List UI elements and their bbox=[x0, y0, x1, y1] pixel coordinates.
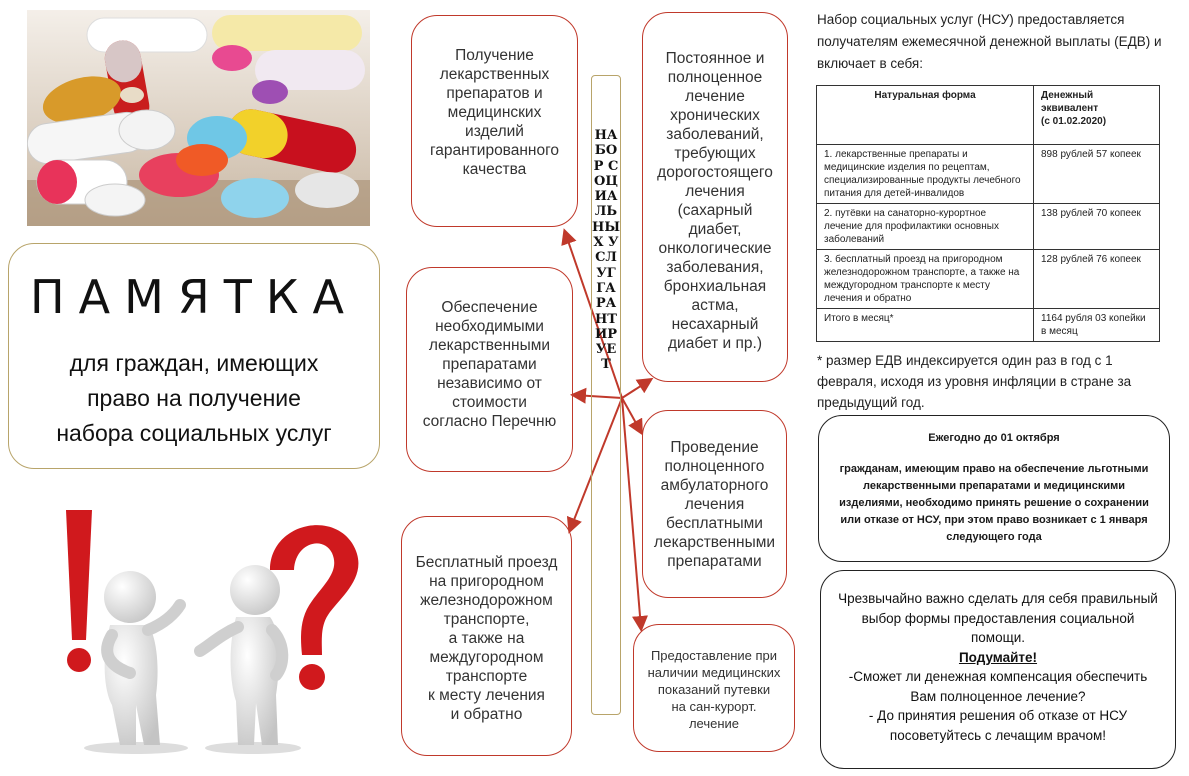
table-cell-value: 138 рублей 70 копеек bbox=[1034, 204, 1160, 250]
header-line: (с 01.02.2020) bbox=[1041, 116, 1107, 127]
box-line: диабет и пр.) bbox=[668, 335, 762, 352]
box-line: наличии медицинских bbox=[647, 665, 781, 680]
box-line: дорогостоящего bbox=[657, 164, 773, 181]
box-line: на пригородном bbox=[429, 573, 544, 590]
box-line: амбулаторного bbox=[660, 477, 769, 494]
box-line: лекарственными bbox=[653, 534, 776, 551]
benefit-box-medicines-supply bbox=[406, 267, 573, 472]
box-line: независимо от bbox=[437, 375, 542, 392]
box-line: изделий bbox=[465, 123, 524, 140]
advice-question: -Сможет ли денежная компенсация обеспечить Вам полноценное лечение? bbox=[848, 669, 1148, 704]
box-line: онкологические bbox=[658, 240, 772, 257]
box-line: Бесплатный проезд bbox=[415, 554, 558, 571]
box-line: лекарственных bbox=[439, 66, 550, 83]
box-line: гарантированного bbox=[429, 142, 560, 159]
benefit-box-chronic-treatment bbox=[642, 12, 788, 382]
table-cell-value: 128 рублей 76 копеек bbox=[1034, 250, 1160, 309]
box-line: к месту лечения bbox=[428, 687, 545, 704]
table-row bbox=[817, 250, 1160, 309]
box-line: согласно Перечню bbox=[422, 413, 557, 430]
table-header-form: Натуральная форма bbox=[817, 86, 1034, 145]
advice-question: - До принятия решения об отказе от НСУ посоветуйтесь с лечащим врачом! bbox=[868, 708, 1128, 743]
box-line: на сан-курорт. bbox=[671, 699, 757, 714]
deadline-heading: Ежегодно до 01 октября bbox=[928, 432, 1060, 444]
benefit-box-sanatorium bbox=[633, 624, 795, 752]
header-line: Денежный bbox=[1041, 90, 1094, 101]
subtitle-line: для граждан, имеющих bbox=[69, 350, 319, 376]
table-row bbox=[817, 309, 1160, 342]
box-line: требующих bbox=[674, 145, 756, 162]
intro-text: Набор социальных услуг (НСУ) предоставляется получателям ежемесячной денежной выплаты (ЕДВ) и включает в себя: bbox=[817, 12, 1162, 71]
benefit-box-free-travel bbox=[401, 516, 572, 756]
box-line: железнодорожном bbox=[420, 592, 553, 609]
advice-box bbox=[820, 570, 1176, 769]
box-line: необходимыми bbox=[435, 318, 544, 335]
benefit-box-medicines-quality bbox=[411, 15, 578, 227]
box-line: препаратов и bbox=[446, 85, 543, 102]
pills-image bbox=[27, 10, 370, 226]
box-line: бронхиальная bbox=[663, 278, 767, 295]
deadline-box bbox=[818, 415, 1170, 562]
box-line: препаратами bbox=[442, 356, 537, 373]
box-line: Постоянное и bbox=[665, 50, 765, 67]
box-line: междугородном bbox=[429, 649, 544, 666]
box-line: лечение bbox=[685, 88, 745, 105]
box-line: транспорте bbox=[445, 668, 528, 685]
box-line: качества bbox=[462, 161, 527, 178]
box-line: а также на bbox=[448, 630, 525, 647]
table-row bbox=[817, 204, 1160, 250]
box-line: заболеваний, bbox=[666, 126, 764, 143]
box-line: показаний путевки bbox=[657, 682, 771, 697]
table-cell-service: Итого в месяц* bbox=[817, 309, 1034, 342]
advice-lead: Чрезвычайно важно сделать для себя правильный выбор формы предоставления социальной помощи. bbox=[838, 591, 1158, 645]
box-line: лекарственными bbox=[428, 337, 551, 354]
box-line: бесплатными bbox=[666, 515, 763, 532]
table-row bbox=[817, 145, 1160, 204]
box-line: полноценного bbox=[664, 458, 765, 475]
table-header-row bbox=[817, 86, 1160, 145]
box-line: Получение bbox=[455, 47, 534, 64]
subtitle-line: набора социальных услуг bbox=[56, 420, 332, 446]
box-line: лечения bbox=[685, 183, 745, 200]
page-title: ПАМЯТКА bbox=[30, 270, 358, 324]
box-line: астма, несахарный bbox=[671, 297, 759, 333]
footnote: * размер ЕДВ индексируется один раз в год с 1 февраля, исходя из уровня инфляции в стране за предыдущий год. bbox=[817, 353, 1132, 410]
box-line: заболевания, bbox=[666, 259, 764, 276]
table-cell-service: 2. путёвки на санаторно-курортное лечение для профилактики основных заболеваний bbox=[817, 204, 1034, 250]
subtitle-line: право на получение bbox=[87, 385, 301, 411]
table-cell-value: 898 рублей 57 копеек bbox=[1034, 145, 1160, 204]
box-line: лечения bbox=[684, 496, 745, 513]
box-line: Обеспечение bbox=[441, 299, 538, 316]
box-line: Предоставление при bbox=[650, 648, 778, 663]
box-line: Проведение bbox=[670, 439, 759, 456]
box-line: лечение bbox=[688, 716, 740, 731]
table-cell-value: 1164 рубля 03 копейки в месяц bbox=[1034, 309, 1160, 342]
table-cell-service: 3. бесплатный проезд на пригородном железнодорожном транспорте, а также на междугородном транспорте к месту лечения и обратно bbox=[817, 250, 1034, 309]
table-cell-service: 1. лекарственные препараты и медицинские изделия по рецептам, специализированные продукты лечебного питания для детей-инвалидов bbox=[817, 145, 1034, 204]
box-line: полноценное bbox=[667, 69, 763, 86]
box-line: хронических bbox=[670, 107, 760, 124]
vertical-banner bbox=[591, 75, 621, 715]
box-line: препаратами bbox=[667, 553, 762, 570]
nsu-table bbox=[816, 85, 1160, 342]
table-header-value bbox=[1034, 86, 1160, 145]
advice-think: Подумайте! bbox=[958, 649, 1038, 665]
box-line: (сахарный диабет, bbox=[677, 202, 753, 238]
deadline-body: гражданам, имеющим право на обеспечение льготными лекарственными препаратами и медицинскими изделиями, необходимо принять решение о сохранении или отказе от НСУ, при этом право возникает с 1 января следующего года bbox=[839, 463, 1149, 543]
figures-illustration bbox=[40, 505, 370, 755]
box-line: транспорте, bbox=[443, 611, 530, 628]
box-line: и обратно bbox=[450, 706, 523, 723]
box-line: медицинских bbox=[447, 104, 542, 121]
vertical-banner-text: НАБОР СОЦИАЛЬНЫХ УСЛУГ ГАРАНТИРУЕТ bbox=[592, 128, 620, 373]
title-box bbox=[8, 243, 380, 469]
page-subtitle bbox=[9, 346, 379, 451]
header-line: эквивалент bbox=[1041, 103, 1099, 114]
box-line: стоимости bbox=[452, 394, 527, 411]
benefit-box-outpatient bbox=[642, 410, 787, 598]
